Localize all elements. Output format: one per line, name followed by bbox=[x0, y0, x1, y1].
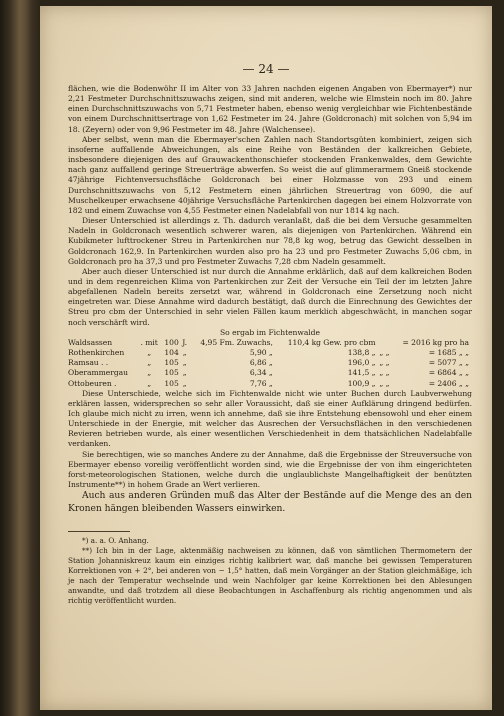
table-cell-ditto: „ „ bbox=[379, 358, 390, 368]
paragraph-3: Dieser Unterschied ist allerdings z. Th. dadurch veranlaßt, daß die bei dem Versuche gesammelten Nadeln in Goldcronach wesentlich schwerer waren, als diejenigen von Partenkirchen. Während ein Kubikmeter lufttrockener Streu in Partenkirchen nur 78,8 kg wog, betrug das Gewicht desselben in Goldcronach 162,9. In Partenkirchen wurden also pro ha 23 und pro Festmeter Zuwachs 5,06 cbm, in Goldcronach pro ha 37,3 und pro Festmeter Zuwachs 7,28 cbm Nadeln gesammelt. bbox=[68, 216, 472, 266]
table-row bbox=[68, 348, 472, 358]
table-cell-growth: 5,90 „ bbox=[249, 348, 273, 358]
table-cell-weight: 100,9 „ bbox=[347, 378, 376, 388]
footnote-divider bbox=[68, 531, 130, 532]
table-cell-unit: „ bbox=[182, 368, 187, 378]
table-cell-age: 105 bbox=[164, 378, 179, 388]
table-cell-growth: 6,34 „ bbox=[249, 368, 273, 378]
table-cell-ditto bbox=[378, 338, 393, 348]
table-cell-prefix: „ bbox=[147, 358, 152, 368]
table-cell-name: Rothenkirchen bbox=[68, 348, 125, 358]
paragraph-5: Diese Unterschiede, welche sich im Fichtenwalde nicht wie unter Buchen durch Laubverwehung erklären lassen, widersprechen so sehr aller Voraussicht, daß sie einer Aufklärung dringend bedürfen. Ich glaube mich nicht zu irren, wenn ich annehme, daß sie ihre Entstehung ebensowohl und eher einem Unterschiede in der Energie, mit welcher das Ausrechen der Versuchsflächen in den verschiedenen Revieren betrieben wurde, als einer wesentlichen Verschiedenheit in dem thatsächlichen Nadelabfalle verdanken. bbox=[68, 388, 472, 449]
page-body bbox=[68, 84, 472, 606]
table-cell-growth: 7,76 „ bbox=[249, 378, 273, 388]
table-cell-name: Ottobeuren . bbox=[68, 378, 117, 388]
table-row bbox=[68, 358, 472, 368]
table-cell-age: 105 bbox=[164, 358, 179, 368]
table-intro: So ergab im Fichtenwalde bbox=[220, 327, 320, 337]
table-cell-ditto: „ „ bbox=[379, 378, 390, 388]
page-number: — 24 — bbox=[242, 62, 290, 76]
table-cell-name: Oberammergau bbox=[68, 368, 128, 378]
table-row bbox=[68, 368, 472, 378]
emphasized-statement: Auch aus anderen Gründen muß das Alter der Bestände auf die Menge des an den Kronen hängen bleibenden Wassers einwirken. bbox=[68, 490, 472, 514]
litter-yield-table bbox=[68, 338, 472, 389]
table-row bbox=[68, 338, 472, 348]
table-cell-result: = 6864 „ „ bbox=[428, 368, 469, 378]
table-cell-unit: „ bbox=[182, 358, 187, 368]
table-cell-age: 104 bbox=[164, 348, 179, 358]
table-cell-name: Ramsau . . bbox=[68, 358, 109, 368]
table-cell-prefix: „ bbox=[147, 348, 152, 358]
table-cell-weight: 138,8 „ bbox=[347, 348, 376, 358]
table-cell-ditto: „ „ bbox=[379, 348, 390, 358]
footnote-2: **) Ich bin in der Lage, aktenmäßig nachweisen zu können, daß von sämtlichen Thermometern der Station Johanniskreuz kaum ein einziges richtig kalibriert war, daß manche bei gewissen Temperaturen Korrektionen von + 2°, bei anderen von − 1,5° hatten, daß mein Vorgänger an der Station gleichmäßige, ich je nach der Temperatur wechselnde und wein Nachfolger gar keine Korrektionen bei den Ablesungen anwandte, und daß trotzdem all diese Beobachtungen in Aschaffenburg als richtig angenommen und als richtig veröffentlicht wurden. bbox=[68, 546, 472, 606]
paragraph-2: Aber selbst, wenn man die Ebermayer'schen Zahlen nach Standortsgüten kombiniert, zeigen sich insoferne auffallende Abweichungen, als eine Reihe von Beständen der kalkreichen Gebiete, insbesondere diejenigen des auf Grauwackenthonschiefer stockenden Frankenwaldes, dem Gewichte nach ganz auffallend geringe Streuerträge abwerfen. So weist die auf glimmerarmem Gneiß stockende 47jährige Fichtenversuchsfläche Goldcronach bei einer Holzmasse von 293 und einem Durchschnittszuwachs von 5,12 Festmetern einen jährlichen Streuertrag von 6090, die auf Muschelkeuper erwachsene 40jährige Versuchsfläche Partenkirchen dagegen bei einem Holzvorrate von 182 und einem Zuwachse von 4,55 Festmeter einen Nadelabfall von nur 1814 kg nach. bbox=[68, 134, 472, 215]
table-cell-prefix: „ bbox=[147, 368, 152, 378]
footnote-1: *) a. a. O. Anhang. bbox=[82, 536, 149, 546]
table-cell-prefix: . mit bbox=[140, 337, 158, 347]
table-cell-result: = 2016 kg pro ha bbox=[402, 337, 469, 347]
table-cell-ditto: „ „ bbox=[379, 368, 390, 378]
table-cell-age: 100 bbox=[164, 337, 179, 347]
paragraph-6: Sie berechtigen, wie so manches Andere zu der Annahme, daß die Ergebnisse der Streuversuche von Ebermayer ebenso voreilig veröffentlicht worden sind, wie die Ergebnisse der von ihm eingerichteten forst-meteorologischen Stationen, welche durch die unglaublichste Mangelhaftigkeit der benützten Instrumente**) in hohem Grade an Wert verlieren. bbox=[68, 449, 472, 490]
paragraph-1: flächen, wie die Bodenwöhr II im Alter von 33 Jahren nachden eigenen Angaben von Ebermayer*) nur 2,21 Festmeter Durchschnittszuwachs zeigen, sind mit anderen, welche wie Elmstein noch im 80. Jahre einen Durchschnittszuwachs von 5,71 Festmeter haben, ebenso wenig vergleichbar wie Fichtenbestände von einem Durchschnittsertrage von 1,62 Festmeter im 24. Jahre (Goldcronach) mit solchen von 5,94 im 18. (Zeyern) oder von 9,96 Festmeter im 48. Jahre (Walchensee). bbox=[68, 84, 472, 134]
table-cell-name: Waldsassen bbox=[68, 337, 113, 347]
table-cell-growth: 6,86 „ bbox=[249, 358, 273, 368]
table-cell-age: 105 bbox=[164, 368, 179, 378]
table-cell-result: = 5077 „ „ bbox=[428, 358, 469, 368]
table-row bbox=[68, 379, 472, 389]
table-cell-result: = 2406 „ „ bbox=[428, 378, 469, 388]
paragraph-4: Aber auch dieser Unterschied ist nur durch die Annahme erklärlich, daß auf dem kalkreichen Boden und in dem regenreichen Klima von Partenkirchen zur Zeit der Versuche ein Teil der im letzten Jahre abgefallenen Nadeln bereits zersetzt war, während in Goldcronach eine Zersetzung noch nicht eingetreten war. Diese Annahme wird dadurch bestätigt, daß durch die Einrechnung des Gewichtes der Streu pro cbm der Unterschied in sehr vielen Fällen kaum merklich abgeschwächt, in manchen sogar noch verschärft wird. bbox=[68, 266, 472, 327]
book-page bbox=[40, 6, 492, 710]
table-cell-result: = 1685 „ „ bbox=[428, 348, 469, 358]
table-cell-weight: 141,5 „ bbox=[347, 368, 376, 378]
table-cell-weight: 196,0 „ bbox=[347, 358, 376, 368]
table-cell-prefix: „ bbox=[147, 378, 152, 388]
table-cell-weight: 110,4 kg Gew. pro cbm bbox=[287, 337, 376, 347]
table-cell-unit: „ bbox=[182, 378, 187, 388]
table-cell-unit: J. bbox=[182, 337, 188, 347]
footnotes bbox=[68, 536, 472, 606]
table-cell-growth: 4,95 Fm. Zuwachs, bbox=[200, 337, 273, 347]
table-cell-unit: „ bbox=[182, 348, 187, 358]
table-body bbox=[68, 338, 472, 389]
